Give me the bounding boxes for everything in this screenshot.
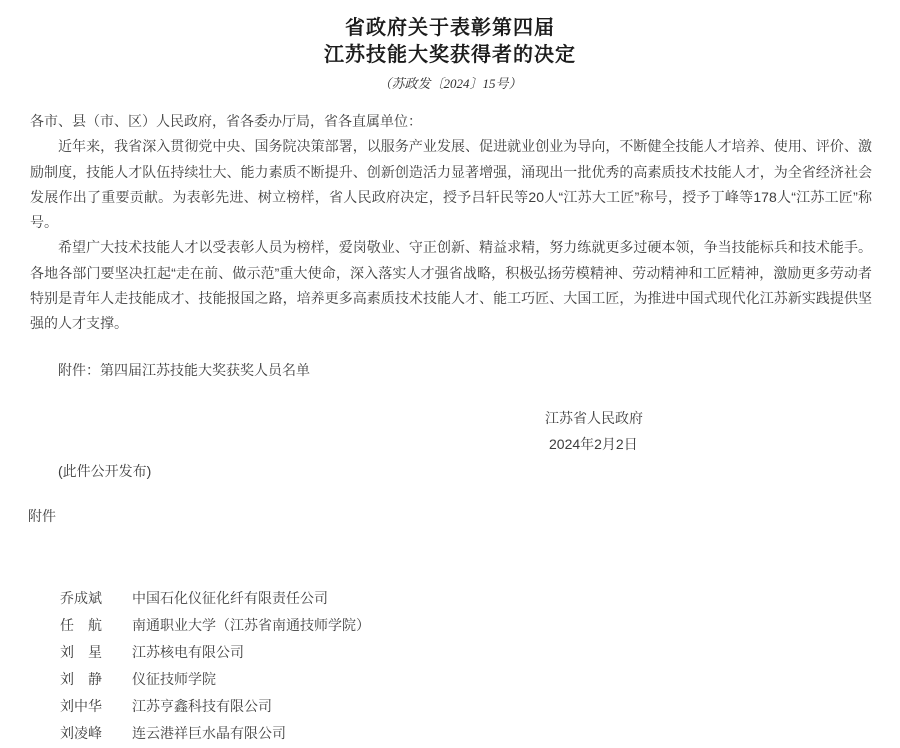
body-paragraph-1: 近年来，我省深入贯彻党中央、国务院决策部署，以服务产业发展、促进就业创业为导向，不断健全技能人才培养、使用、评价、激励制度，技能人才队伍持续壮大、能力素质不断提升、创新创造活力显著增强，涌现出一批优秀的高素质技术技能人才，为全省经济社会发展作出了重要贡献。为表彰先进、树立榜样，省人民政府决定，授予吕轩民等20人“江苏大工匠”称号，授予丁峰等178人“江苏工匠”称号。 bbox=[30, 138, 872, 231]
document-title-line2: 江苏技能大奖获得者的决定 bbox=[324, 44, 576, 66]
issuer-name: 江苏省人民政府 bbox=[545, 409, 643, 426]
document-title bbox=[0, 0, 900, 69]
document-body bbox=[0, 109, 900, 748]
public-release-note: (此件公开发布) bbox=[58, 462, 152, 479]
document-title-line1: 省政府关于表彰第四届 bbox=[345, 17, 555, 39]
award-row bbox=[60, 721, 900, 748]
awardee-name: 刘凌峰 bbox=[60, 725, 102, 742]
document-number: （苏政发〔2024〕15号） bbox=[378, 76, 522, 91]
awardee-name: 任 航 bbox=[60, 617, 102, 634]
awardee-name: 刘 星 bbox=[60, 644, 102, 661]
appendix-heading: 附件 bbox=[28, 508, 56, 525]
award-row bbox=[60, 613, 900, 640]
salutation: 各市、县（市、区）人民政府，省各委办厅局，省各直属单位： bbox=[30, 113, 422, 129]
awardee-organization: 连云港祥巨水晶有限公司 bbox=[132, 725, 286, 742]
award-list bbox=[0, 586, 900, 748]
awardee-organization: 江苏核电有限公司 bbox=[132, 644, 244, 661]
awardee-organization: 江苏亨鑫科技有限公司 bbox=[132, 698, 272, 715]
attachment-note: 附件：第四届江苏技能大奖获奖人员名单 bbox=[58, 361, 310, 378]
awardee-organization: 南通职业大学（江苏省南通技师学院） bbox=[132, 617, 370, 634]
issue-date: 2024年2月2日 bbox=[549, 435, 638, 452]
awardee-organization: 中国石化仪征化纤有限责任公司 bbox=[132, 590, 328, 607]
award-row bbox=[60, 586, 900, 613]
awardee-organization: 仪征技师学院 bbox=[132, 671, 216, 688]
awardee-name: 乔成斌 bbox=[60, 590, 102, 607]
signature-block bbox=[545, 405, 900, 457]
award-row bbox=[60, 667, 900, 694]
award-row bbox=[60, 694, 900, 721]
body-paragraph-2: 希望广大技术技能人才以受表彰人员为榜样，爱岗敬业、守正创新、精益求精，努力练就更多过硬本领，争当技能标兵和技术能手。各地各部门要坚决扛起“走在前、做示范”重大使命，深入落实人才强省战略，积极弘扬劳模精神、劳动精神和工匠精神，激励更多劳动者特别是青年人走技能成才、技能报国之路，培养更多高素质技术技能人才、能工巧匠、大国工匠，为推进中国式现代化江苏新实践提供坚强的人才支撑。 bbox=[30, 239, 872, 332]
award-row bbox=[60, 640, 900, 667]
awardee-name: 刘 静 bbox=[60, 671, 102, 688]
awardee-name: 刘中华 bbox=[60, 698, 102, 715]
